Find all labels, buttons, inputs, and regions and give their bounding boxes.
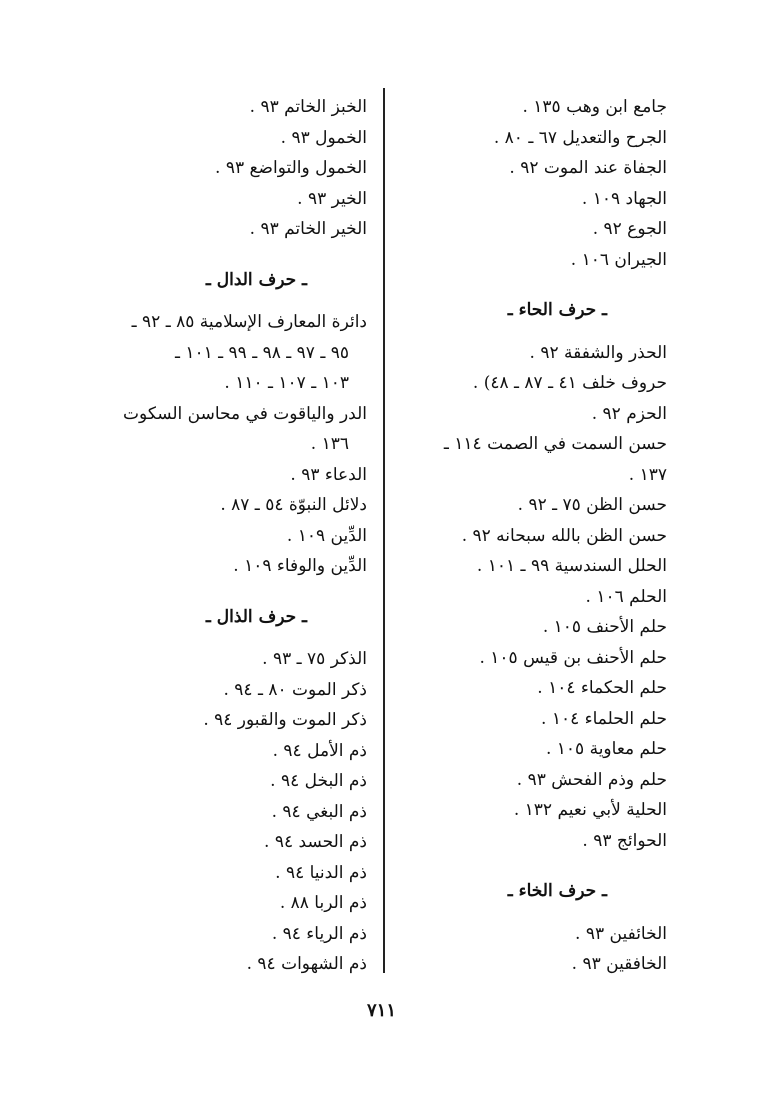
list-item: الجرح والتعديل ٦٧ ـ ٨٠ .: [493, 127, 667, 148]
list-item: الجفاة عند الموت ٩٢ .: [509, 158, 667, 178]
list-item: الحلل السندسية ٩٩ ـ ١٠١ .: [476, 556, 667, 576]
list-item: الخير ٩٣ .: [297, 188, 367, 209]
list-item: حلم الأحنف بن قيس ١٠٥ .: [479, 647, 667, 668]
list-item: الخمول ٩٣ .: [280, 127, 367, 148]
list-item: حلم وذم الفحش ٩٣ .: [516, 769, 667, 790]
list-item: حلم الحكماء ١٠٤ .: [537, 678, 667, 698]
list-item: الخمول والتواضع ٩٣ .: [215, 158, 367, 178]
list-item: ذم الحسد ٩٤ .: [264, 832, 367, 852]
list-item: الحزم ٩٢ .: [591, 403, 667, 424]
list-item: حسن السمت في الصمت ١١٤ ـ: [443, 434, 667, 454]
list-item: الحلية لأبي نعيم ١٣٢ .: [513, 800, 667, 820]
section-heading-ha: ـ حرف الحاء ـ: [507, 300, 607, 320]
list-item-continuation: ٩٥ ـ ٩٧ ـ ٩٨ ـ ٩٩ ـ ١٠١ ـ: [174, 342, 349, 363]
list-item: ذم البغي ٩٤ .: [271, 801, 367, 822]
list-item-continuation: ١٠٣ ـ ١٠٧ ـ ١١٠ .: [224, 373, 349, 393]
list-item: الدر والياقوت في محاسن السكوت: [123, 403, 367, 424]
list-item: ذم الشهوات ٩٤ .: [246, 954, 367, 974]
list-item: حسن الظن بالله سبحانه ٩٢ .: [461, 525, 667, 546]
list-item: ذكر الموت ٨٠ ـ ٩٤ .: [223, 679, 367, 700]
list-item-continuation: ١٣٦ .: [310, 434, 349, 454]
list-item: الحلم ١٠٦ .: [585, 586, 667, 607]
list-item: ذم الأمل ٩٤ .: [272, 740, 367, 761]
list-item: الجهاد ١٠٩ .: [581, 188, 667, 209]
list-item: ذم الدنيا ٩٤ .: [275, 862, 367, 883]
section-heading-dal: ـ حرف الدال ـ: [205, 269, 307, 290]
list-item: الجوع ٩٢ .: [592, 219, 667, 239]
page-number: ٧١١: [366, 1000, 396, 1021]
list-item: الحوائج ٩٣ .: [582, 830, 667, 851]
list-item: حسن الظن ٧٥ ـ ٩٢ .: [517, 495, 667, 515]
list-item: دائرة المعارف الإسلامية ٨٥ ـ ٩٢ ـ: [131, 312, 367, 332]
section-heading-dhal: ـ حرف الذال ـ: [205, 606, 307, 627]
list-item: الدِّين ١٠٩ .: [286, 525, 367, 546]
list-item: ذم الرياء ٩٤ .: [271, 923, 367, 944]
list-item: ذكر الموت والقبور ٩٤ .: [203, 710, 367, 730]
list-item: حروف خلف ٤١ ـ ٨٧ ـ ٤٨) .: [472, 373, 667, 393]
column-divider: [383, 88, 385, 973]
list-item: الخافقين ٩٣ .: [571, 954, 667, 974]
list-item: الذكر ٧٥ ـ ٩٣ .: [262, 649, 367, 669]
list-item: حلم الحلماء ١٠٤ .: [541, 708, 667, 729]
list-item-continuation: ١٣٧ .: [628, 464, 667, 485]
list-item: ذم البخل ٩٤ .: [270, 771, 367, 791]
list-item: الخائفين ٩٣ .: [575, 923, 667, 944]
list-item: الخير الخاتم ٩٣ .: [249, 219, 367, 239]
right-column: [377, 92, 667, 980]
list-item: حلم الأحنف ١٠٥ .: [542, 617, 667, 637]
list-item: حلم معاوية ١٠٥ .: [545, 739, 667, 759]
list-item: الدعاء ٩٣ .: [290, 464, 367, 485]
list-item: دلائل النبوّة ٥٤ ـ ٨٧ .: [220, 495, 367, 515]
list-item: الدِّين والوفاء ١٠٩ .: [233, 556, 367, 576]
section-heading-kha: ـ حرف الخاء ـ: [507, 881, 607, 901]
list-item: الجيران ١٠٦ .: [570, 249, 667, 270]
list-item: جامع ابن وهب ١٣٥ .: [522, 97, 667, 117]
left-column: [77, 92, 367, 980]
list-item: الخبز الخاتم ٩٣ .: [249, 97, 367, 117]
list-item: ذم الربا ٨٨ .: [279, 893, 367, 913]
list-item: الحذر والشفقة ٩٢ .: [529, 342, 667, 363]
